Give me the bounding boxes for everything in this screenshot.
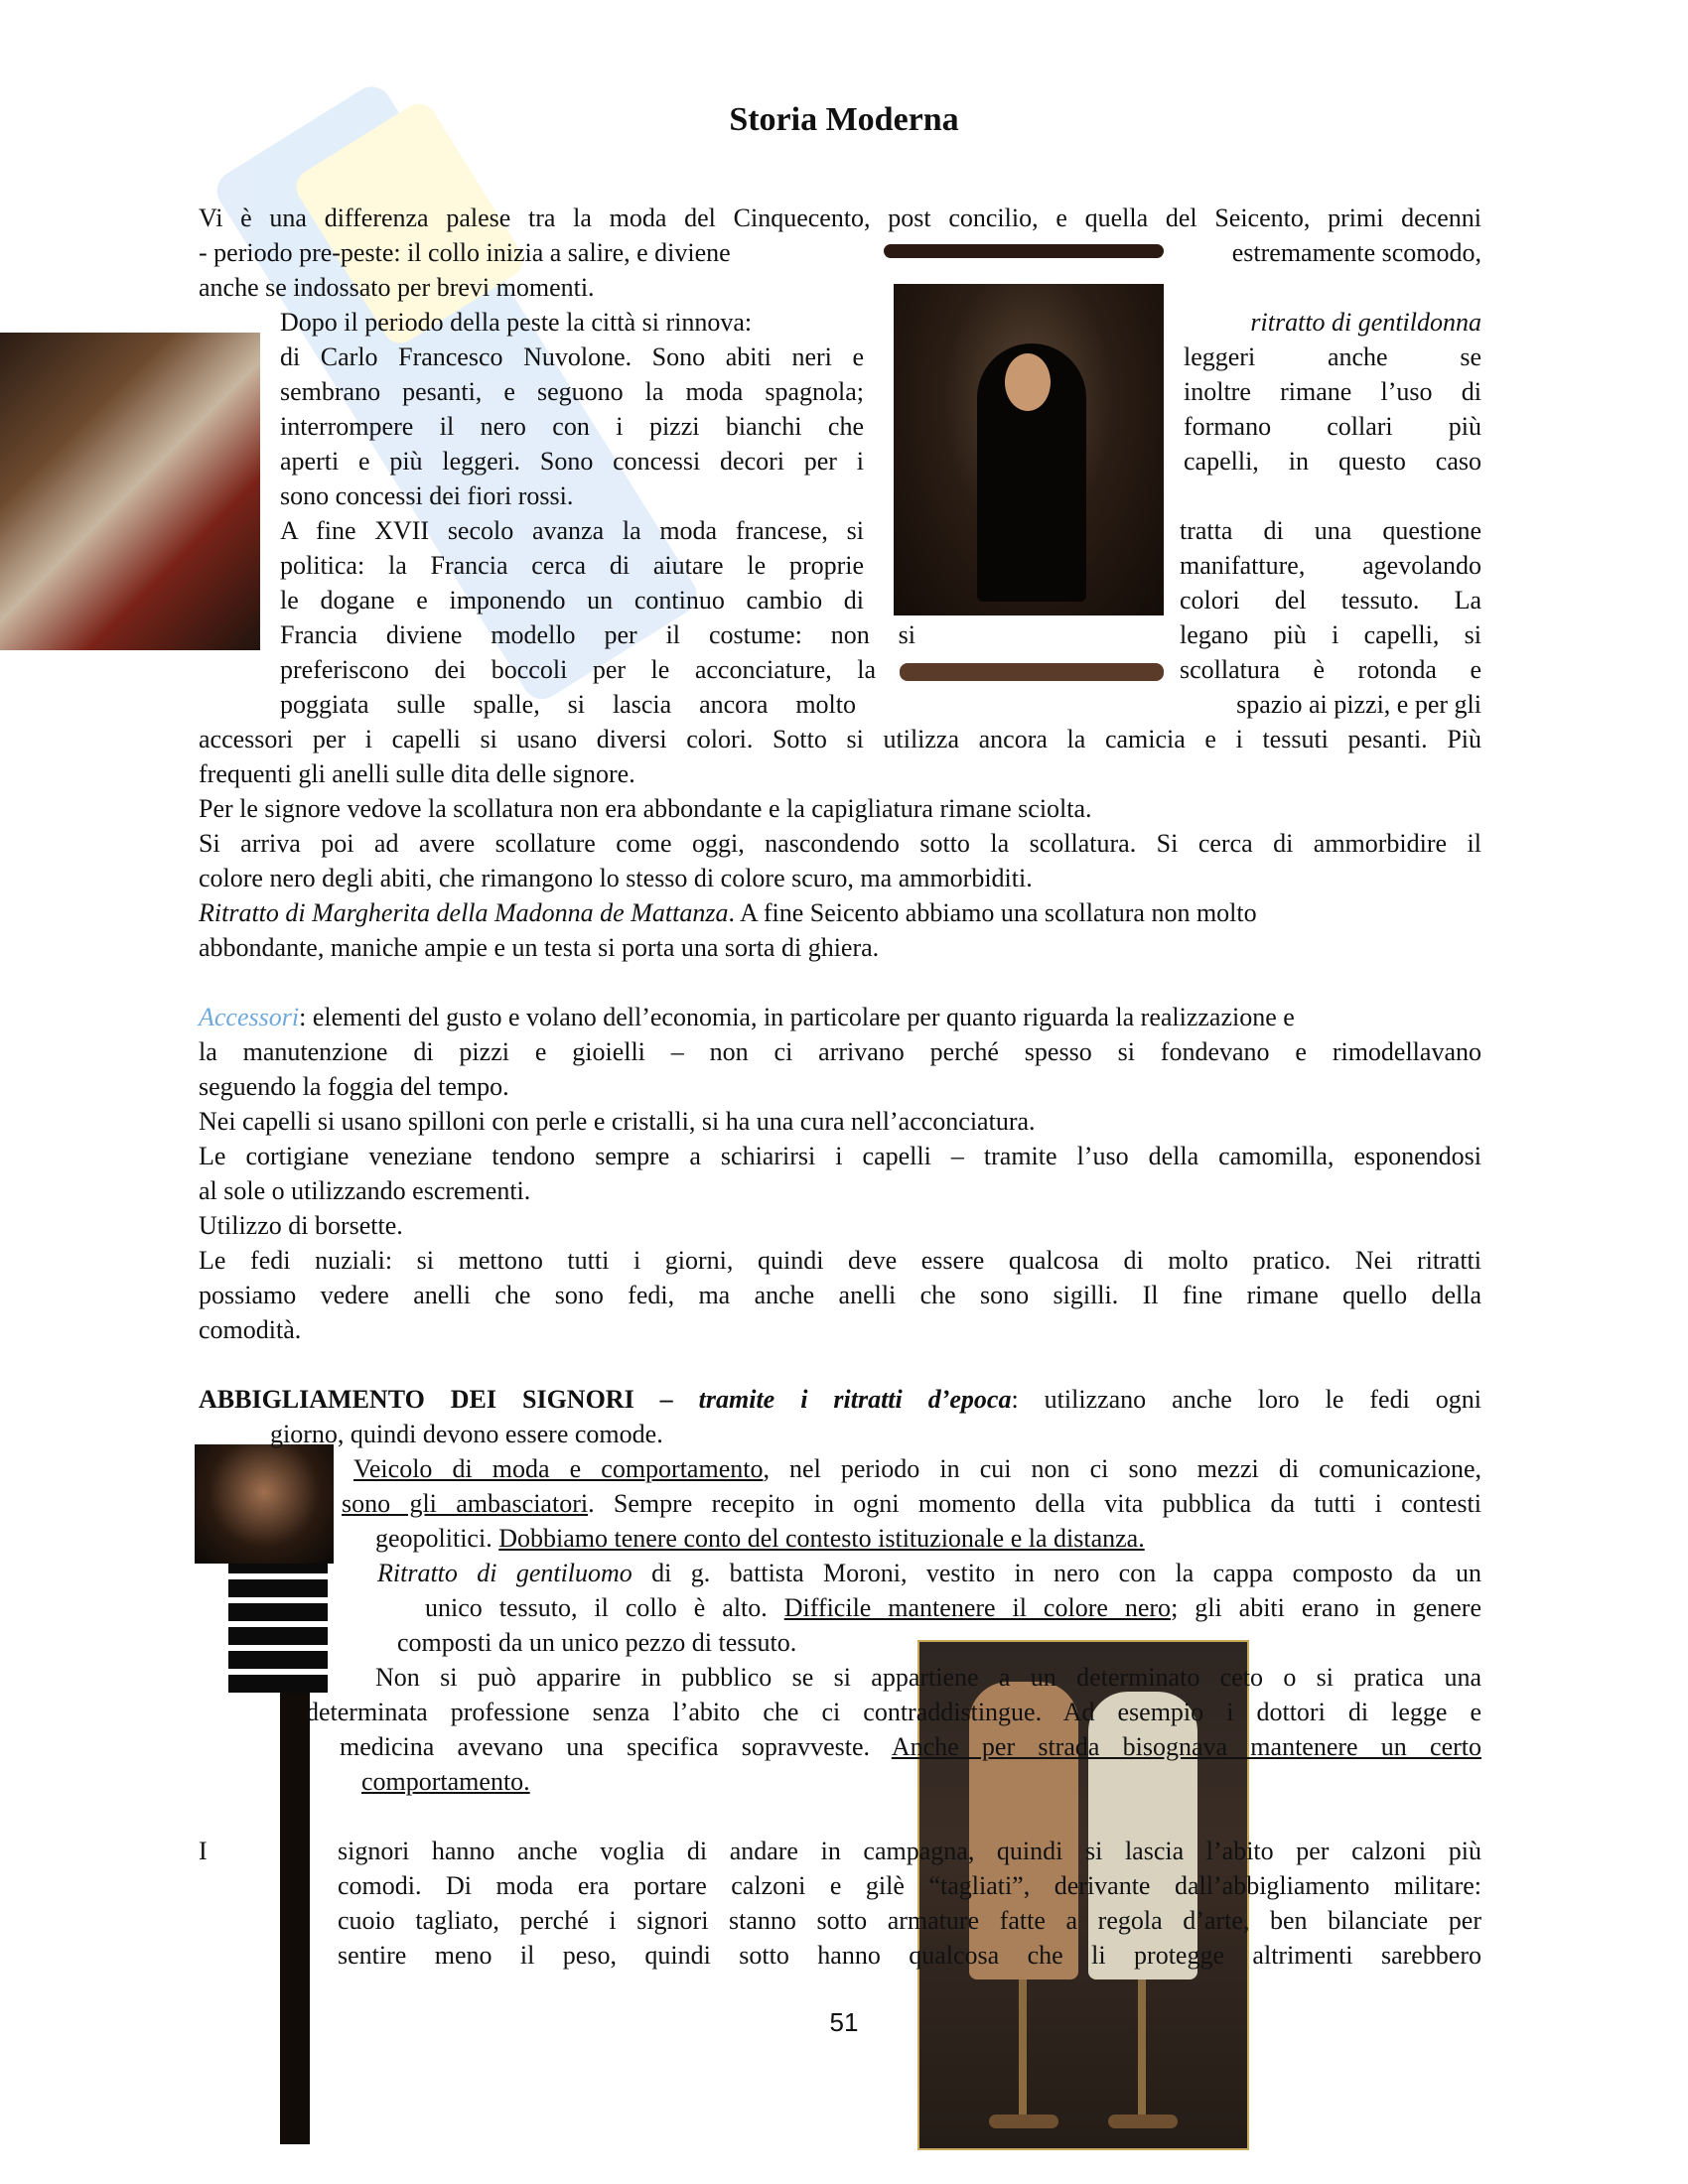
text-line: Le cortigiane veneziane tendono sempre a schiarirsi i capelli – tramite l’uso della camomilla, esponendosi	[199, 1142, 1481, 1170]
text-line: comportamento.	[361, 1767, 530, 1796]
section-heading-accessori: Accessori	[199, 1003, 300, 1031]
text-line: scollatura è rotonda e	[1180, 655, 1481, 684]
text-line: ritratto di gentildonna	[1250, 308, 1481, 337]
text-line: A fine XVII secolo avanza la moda francese, si	[280, 516, 864, 545]
portrait-gentiluomo-body	[228, 1564, 328, 1693]
text-line: sembrano pesanti, e seguono la moda spagnola;	[280, 377, 864, 406]
text-line: politica: la Francia cerca di aiutare le proprie	[280, 551, 864, 580]
text-line: possiamo vedere anelli che sono fedi, ma anche anelli che sono sigilli. Il fine rimane quello della	[199, 1281, 1481, 1309]
text-line: signori hanno anche voglia di andare in campagna, quindi si lascia l’abito per calzoni più	[338, 1837, 1481, 1865]
text-line: - periodo pre-peste: il collo inizia a salire, e diviene	[199, 238, 731, 267]
text-line: inoltre rimane l’uso di	[1184, 377, 1481, 406]
portrait-gentiluomo-image	[195, 1444, 334, 1564]
text-line: le dogane e imponendo un continuo cambio di	[280, 586, 864, 614]
text-line: aperti e più leggeri. Sono concessi decori per i	[280, 447, 864, 476]
text-line: Si arriva poi ad avere scollature come oggi, nascondendo sotto la scollatura. Si cerca di ammorbidire il	[199, 829, 1481, 858]
text-line: colore nero degli abiti, che rimangono lo stesso di colore scuro, ma ammorbiditi.	[199, 864, 1033, 892]
text-line: la manutenzione di pizzi e gioielli – non ci arrivano perché spesso si fondevano e rimodellavano	[199, 1037, 1481, 1066]
text-line: Non si può apparire in pubblico se si appartiene a un determinato ceto o si pratica una	[375, 1663, 1481, 1692]
text-line: giorno, quindi devono essere comode.	[270, 1420, 663, 1448]
text-line: cuoio tagliato, perché i signori stanno sotto armature fatte a regola d’arte, ben bilanciate per	[338, 1906, 1481, 1935]
text-line: Ritratto di Margherita della Madonna de Mattanza. A fine Seicento abbiamo una scollatura non molto	[199, 898, 1257, 927]
portrait-painting-left	[0, 333, 260, 650]
text-line: legano più i capelli, si	[1180, 620, 1481, 649]
brush-stroke-decoration	[884, 244, 1164, 258]
text-line: capelli, in questo caso	[1184, 447, 1481, 476]
text-line: estremamente scomodo,	[1231, 238, 1481, 267]
portrait-gentildonna-image	[894, 284, 1164, 615]
text-line: formano collari più	[1184, 412, 1481, 441]
section-heading-abbigliamento: ABBIGLIAMENTO DEI SIGNORI –	[199, 1385, 699, 1414]
text-line: determinata professione senza l’abito che ci contraddistingue. Ad esempio i dottori di legge e	[306, 1698, 1481, 1726]
text-line: geopolitici. Dobbiamo tenere conto del contesto istituzionale e la distanza.	[375, 1524, 1145, 1553]
text-line: al sole o utilizzando escrementi.	[199, 1176, 531, 1205]
italic-title: Ritratto di Margherita della Madonna de Mattanza	[199, 898, 729, 927]
text-line: spazio ai pizzi, e per gli	[1236, 690, 1481, 719]
text-line: sono gli ambasciatori. Sempre recepito in ogni momento della vita pubblica da tutti i contesti	[342, 1489, 1481, 1518]
text-line: di Carlo Francesco Nuvolone. Sono abiti neri e	[280, 342, 864, 371]
text-line: unico tessuto, il collo è alto. Difficile mantenere il colore nero; gli abiti erano in genere	[425, 1593, 1481, 1622]
text-line: Francia diviene modello per il costume: non si	[280, 620, 915, 649]
text-line: poggiata sulle spalle, si lascia ancora molto	[280, 690, 856, 719]
text-line: sono concessi dei fiori rossi.	[280, 481, 574, 510]
text-line: preferiscono dei boccoli per le acconciature, la	[280, 655, 876, 684]
text-line: Dopo il periodo della peste la città si rinnova:	[280, 308, 753, 337]
text-line: comodità.	[199, 1315, 302, 1344]
portrait-gentiluomo-strip	[280, 1693, 310, 2144]
text-line: tratta di una questione	[1180, 516, 1481, 545]
text-line: Per le signore vedove la scollatura non era abbondante e la capigliatura rimane sciolta.	[199, 794, 1092, 823]
text-line: composti da un unico pezzo di tessuto.	[397, 1628, 797, 1657]
text-line: Vi è una differenza palese tra la moda del Cinquecento, post concilio, e quella del Seicento, primi decenni	[199, 204, 1481, 232]
text-line: comodi. Di moda era portare calzoni e gilè “tagliati”, derivante dall’abbigliamento militare:	[338, 1871, 1481, 1900]
brush-stroke-decoration	[900, 663, 1164, 681]
text-line: Utilizzo di borsette.	[199, 1211, 403, 1240]
text-line: Accessori: elementi del gusto e volano dell’economia, in particolare per quanto riguarda la realizzazione e	[199, 1003, 1295, 1031]
text-line: interrompere il nero con i pizzi bianchi che	[280, 412, 864, 441]
text-line: Ritratto di gentiluomo di g. battista Moroni, vestito in nero con la cappa composto da un	[377, 1559, 1481, 1587]
text-line: abbondante, maniche ampie e un testa si porta una sorta di ghiera.	[199, 933, 880, 962]
text-line: Nei capelli si usano spilloni con perle e cristalli, si ha una cura nell’acconciatura.	[199, 1107, 1036, 1136]
page-number: 51	[829, 2007, 859, 2037]
text-line: ABBIGLIAMENTO DEI SIGNORI – tramite i ritratti d’epoca: utilizzano anche loro le fedi ogni	[199, 1385, 1481, 1414]
text-line: colori del tessuto. La	[1180, 586, 1481, 614]
text-line: frequenti gli anelli sulle dita delle signore.	[199, 759, 635, 788]
text-line: anche se indossato per brevi momenti.	[199, 273, 595, 302]
text-line: accessori per i capelli si usano diversi colori. Sotto si utilizza ancora la camicia e i tessuti pesanti. Più	[199, 725, 1481, 753]
text-line: manifatture, agevolando	[1180, 551, 1481, 580]
text-line: Le fedi nuziali: si mettono tutti i giorni, quindi deve essere qualcosa di molto pratico. Nei ritratti	[199, 1246, 1481, 1275]
text-line: I	[199, 1837, 208, 1865]
text-line: Veicolo di moda e comportamento, nel periodo in cui non ci sono mezzi di comunicazione,	[353, 1454, 1481, 1483]
text-line: leggeri anche se	[1184, 342, 1481, 371]
page-title: Storia Moderna	[729, 101, 959, 138]
text-line: medicina avevano una specifica sopravveste. Anche per strada bisognava mantenere un certo	[340, 1732, 1481, 1761]
text-line: sentire meno il peso, quindi sotto hanno qualcosa che li protegge altrimenti sarebbero	[338, 1941, 1481, 1970]
text-line: seguendo la foggia del tempo.	[199, 1072, 509, 1101]
